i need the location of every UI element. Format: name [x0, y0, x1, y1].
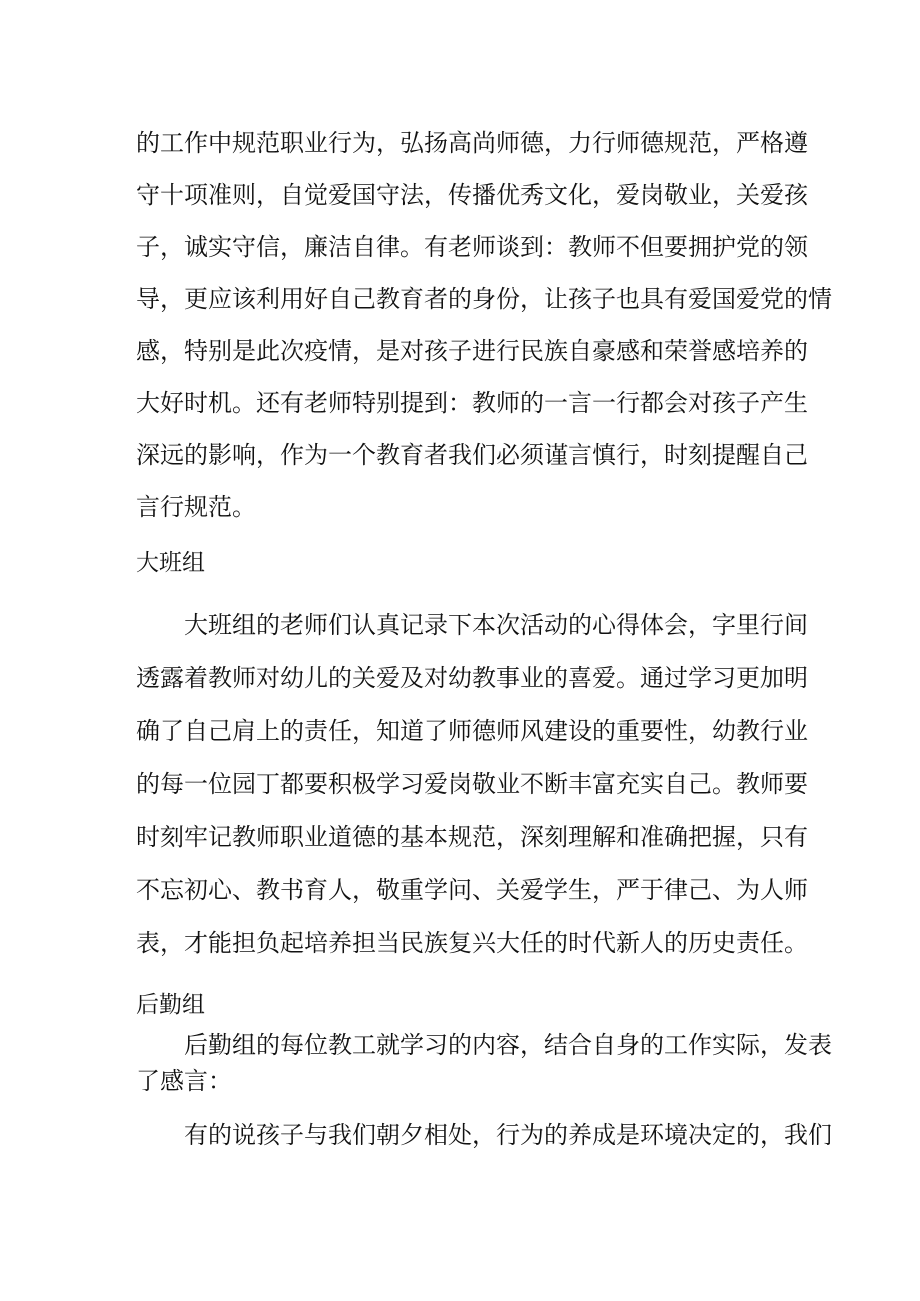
paragraph-line: 大好时机。还有老师特别提到：教师的一言一行都会对孩子产生 [136, 389, 808, 417]
paragraph-line: 的工作中规范职业行为，弘扬高尚师德，力行师德规范，严格遵 [136, 129, 808, 157]
paragraph-line: 时刻牢记教师职业道德的基本规范，深刻理解和准确把握，只有 [136, 823, 808, 851]
section-heading-hou-qin: 后勤组 [136, 992, 205, 1018]
paragraph-line: 了感言： [136, 1067, 232, 1095]
paragraph-line: 守十项准则，自觉爱国守法，传播优秀文化，爱岗敬业，关爱孩 [136, 181, 808, 209]
paragraph-line: 言行规范。 [136, 493, 256, 521]
paragraph-line: 子，诚实守信，廉洁自律。有老师谈到：教师不但要拥护党的领 [136, 233, 808, 261]
paragraph-line: 感，特别是此次疫情，是对孩子进行民族自豪感和荣誉感培养的 [136, 337, 808, 365]
paragraph-line: 深远的影响，作为一个教育者我们必须谨言慎行，时刻提醒自己 [136, 441, 808, 469]
paragraph-line: 的每一位园丁都要积极学习爱岗敬业不断丰富充实自己。教师要 [136, 770, 808, 798]
paragraph-line: 导，更应该利用好自己教育者的身份，让孩子也具有爱国爱党的情 [136, 285, 832, 313]
paragraph-line: 大班组的老师们认真记录下本次活动的心得体会，字里行间 [184, 611, 808, 639]
section-heading-da-ban: 大班组 [136, 550, 205, 576]
paragraph-line: 透露着教师对幼儿的关爱及对幼教事业的喜爱。通过学习更加明 [136, 664, 808, 692]
paragraph-line: 不忘初心、教书育人，敬重学问、关爱学生，严于律己、为人师 [136, 876, 808, 904]
paragraph-line: 后勤组的每位教工就学习的内容，结合自身的工作实际，发表 [184, 1031, 832, 1059]
paragraph-line: 表，才能担负起培养担当民族复兴大任的时代新人的历史责任。 [136, 929, 808, 957]
paragraph-line: 有的说孩子与我们朝夕相处，行为的养成是环境决定的，我们 [184, 1121, 832, 1149]
paragraph-line: 确了自己肩上的责任，知道了师德师风建设的重要性，幼教行业 [136, 717, 808, 745]
